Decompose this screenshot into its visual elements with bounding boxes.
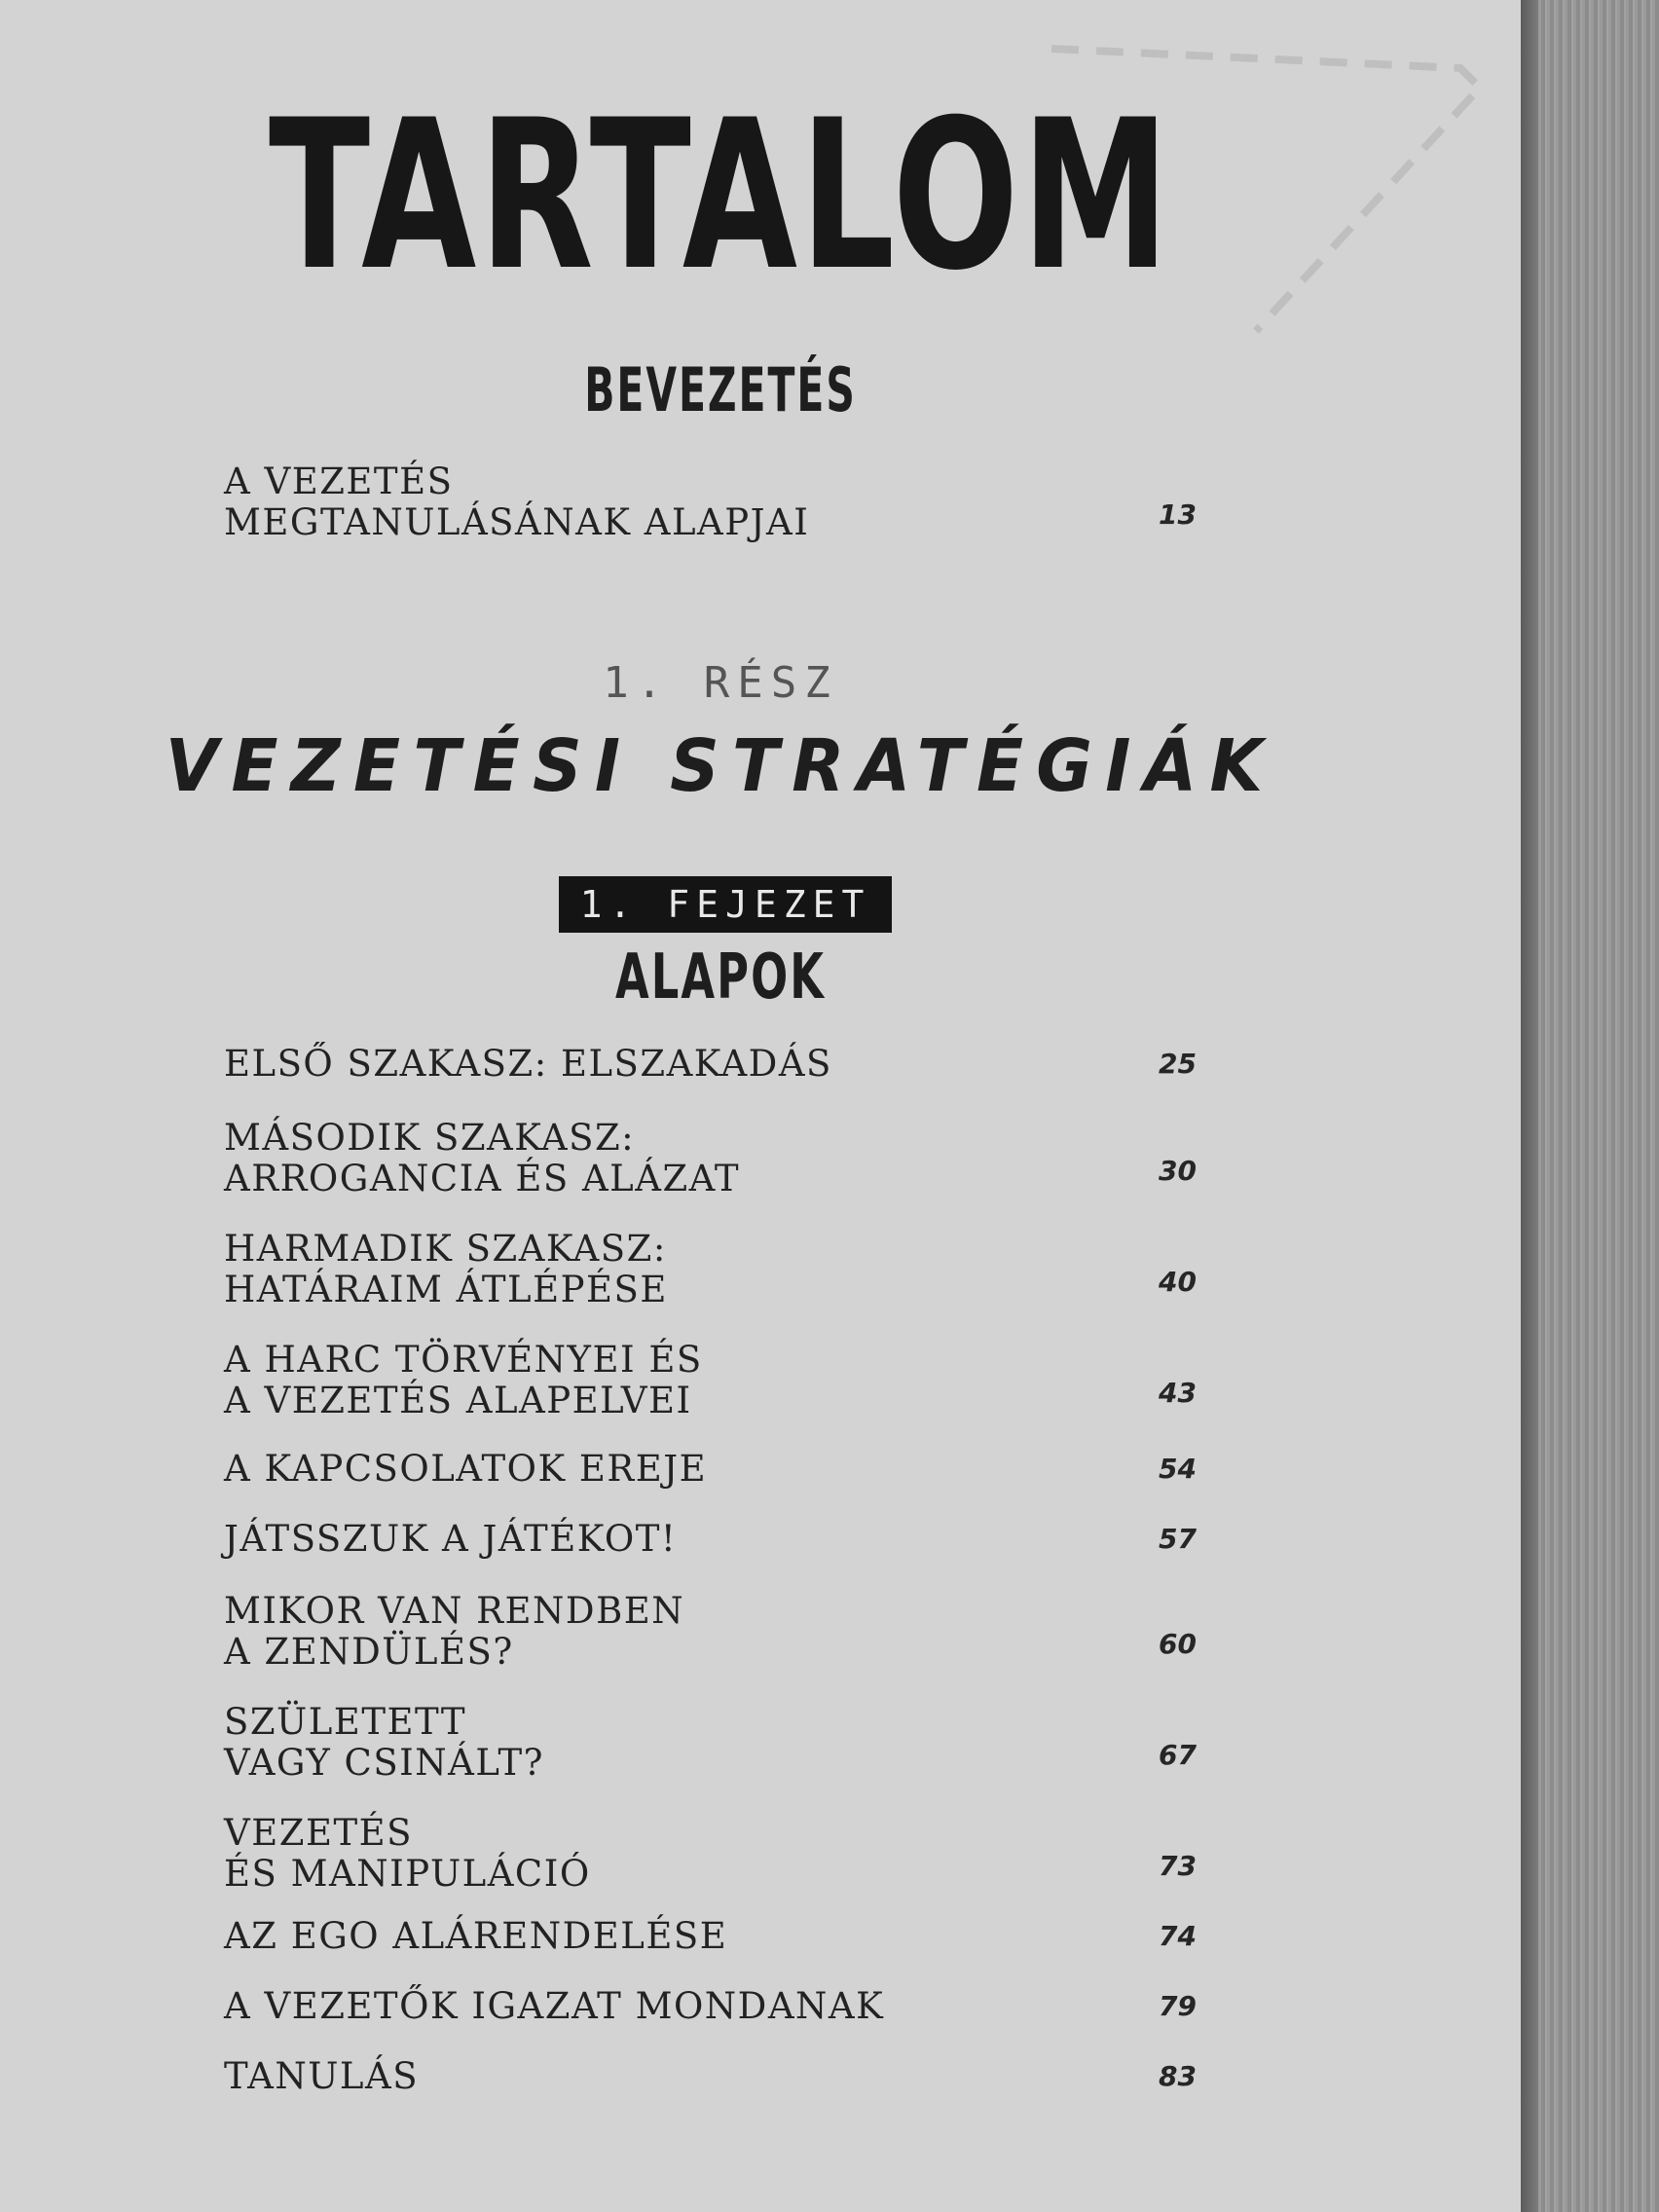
toc-entry-page: 13 <box>1159 498 1197 531</box>
toc-entry-title <box>224 1519 1100 1560</box>
toc-entry-page: 54 <box>1159 1453 1197 1485</box>
toc-entry-title <box>224 1591 1100 1673</box>
toc-entry-line-1: A VEZETÉS <box>224 461 454 502</box>
toc-entry-page: 25 <box>1159 1048 1197 1080</box>
chapter-title: ALAPOK <box>614 941 827 1014</box>
part-title: VEZETÉSI STRATÉGIÁK <box>165 724 1276 808</box>
toc-entry-page: 83 <box>1159 2060 1197 2092</box>
toc-entry-page: 30 <box>1159 1155 1197 1187</box>
toc-entry-title <box>224 1118 1100 1199</box>
toc-entry-line-1: AZ EGO ALÁRENDELÉSE <box>224 1915 728 1957</box>
toc-entry-title <box>224 1916 1100 1957</box>
toc-entry-line-1: MIKOR VAN RENDBEN <box>224 1590 685 1632</box>
toc-entry-line-1: SZÜLETETT <box>224 1701 467 1743</box>
toc-entry-line-2: A VEZETÉS ALAPELVEI <box>224 1380 692 1421</box>
toc-entry-page: 60 <box>1159 1628 1197 1660</box>
toc-entry-title <box>224 1340 1100 1421</box>
toc-entry-title <box>224 461 1100 543</box>
toc-entry-line-1: ELSŐ SZAKASZ: ELSZAKADÁS <box>224 1043 832 1085</box>
chapter-badge: 1. FEJEZET <box>559 876 892 933</box>
toc-entry-title <box>224 1986 1100 2027</box>
toc-entry-line-1: JÁTSSZUK A JÁTÉKOT! <box>224 1518 678 1560</box>
toc-entry-line-1: A HARC TÖRVÉNYEI ÉS <box>224 1339 703 1381</box>
toc-entry-page: 67 <box>1159 1739 1197 1771</box>
toc-entry-line-1: A KAPCSOLATOK EREJE <box>224 1448 708 1490</box>
toc-entry-page: 40 <box>1159 1266 1197 1298</box>
backdrop <box>1538 0 1659 2212</box>
part-label: 1. RÉSZ <box>603 658 838 708</box>
toc-entry-page: 57 <box>1159 1523 1197 1555</box>
toc-entry-line-1: A VEZETŐK IGAZAT MONDANAK <box>224 1985 885 2027</box>
toc-entry-line-1: HARMADIK SZAKASZ: <box>224 1228 667 1270</box>
toc-entry-title <box>224 1044 1100 1085</box>
toc-entry-line-2: MEGTANULÁSÁNAK ALAPJAI <box>224 501 810 543</box>
toc-entry-line-1: MÁSODIK SZAKASZ: <box>224 1117 636 1159</box>
intro-heading: BEVEZETÉS <box>584 354 857 425</box>
toc-entry-title <box>224 2056 1100 2097</box>
toc-entry-line-2: ARROGANCIA ÉS ALÁZAT <box>224 1158 741 1199</box>
toc-entry-line-2: A ZENDÜLÉS? <box>224 1631 514 1673</box>
toc-entry-page: 74 <box>1159 1920 1197 1952</box>
toc-entry-line-2: VAGY CSINÁLT? <box>224 1742 544 1784</box>
toc-entry-title <box>224 1449 1100 1490</box>
toc-entry-line-2: HATÁRAIM ÁTLÉPÉSE <box>224 1269 668 1310</box>
toc-entry-line-2: ÉS MANIPULÁCIÓ <box>224 1853 591 1895</box>
toc-entry-title <box>224 1813 1100 1895</box>
toc-entry-page: 43 <box>1159 1377 1197 1409</box>
toc-entry-line-1: VEZETÉS <box>224 1812 413 1854</box>
toc-entry-line-1: TANULÁS <box>224 2055 420 2097</box>
toc-entry-title <box>224 1702 1100 1784</box>
page-title: TARTALOM <box>268 75 1172 315</box>
page-edge <box>1521 0 1538 2212</box>
toc-entry-title <box>224 1229 1100 1310</box>
toc-entry-page: 79 <box>1159 1990 1197 2022</box>
toc-entry-page: 73 <box>1159 1850 1197 1882</box>
